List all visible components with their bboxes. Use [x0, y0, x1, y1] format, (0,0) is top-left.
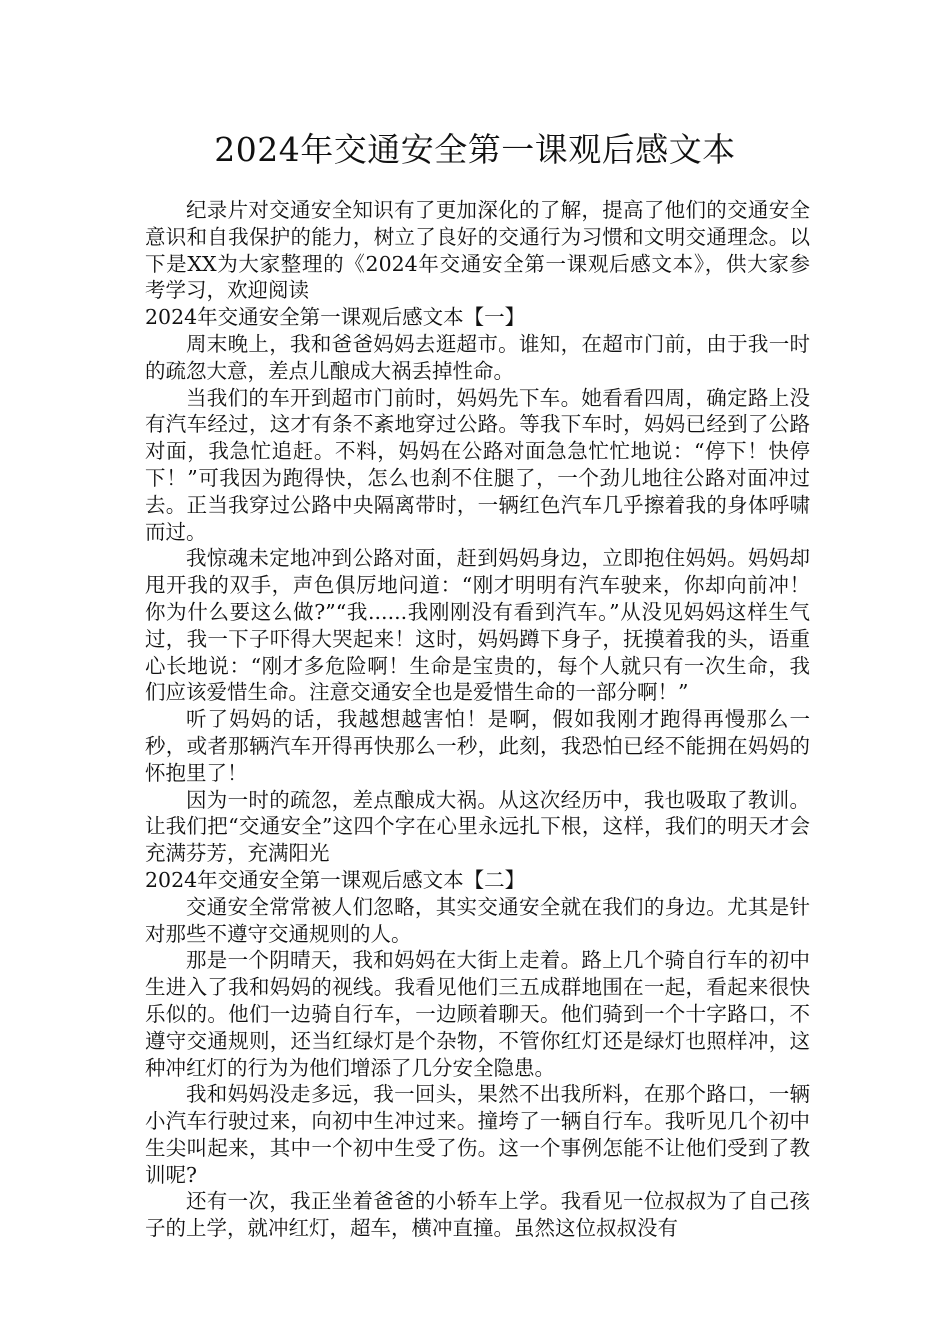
paragraph-intro: 纪录片对交通安全知识有了更加深化的了解，提高了他们的交通安全意识和自我保护的能力，树立了良好的交通行为习惯和文明交通理念。以下是XX为大家整理的《2024年交通安全第一课观后感文本》，供大家参考学习，欢迎阅读	[145, 198, 810, 303]
paragraph: 周末晚上，我和爸爸妈妈去逛超市。谁知，在超市门前，由于我一时的疏忽大意，差点儿酿成大祸丢掉性命。	[145, 331, 810, 383]
paragraph: 那是一个阴晴天，我和妈妈在大街上走着。路上几个骑自行车的初中生进入了我和妈妈的视线。我看见他们三五成群地围在一起，看起来很快乐似的。他们一边骑自行车，一边顾着聊天。他们骑到一个十字路口，不遵守交通规则，还当红绿灯是个杂物，不管你红灯还是绿灯也照样冲，这种冲红灯的行为为他们增添了几分安全隐患。	[145, 948, 810, 1080]
paragraph: 听了妈妈的话，我越想越害怕！是啊，假如我刚才跑得再慢那么一秒，或者那辆汽车开得再快那么一秒，此刻，我恐怕已经不能拥在妈妈的怀抱里了！	[145, 707, 810, 785]
paragraph: 我和妈妈没走多远，我一回头，果然不出我所料，在那个路口，一辆小汽车行驶过来，向初中生冲过来。撞垮了一辆自行车。我听见几个初中生尖叫起来，其中一个初中生受了伤。这一个事例怎能不让他们受到了教训呢?	[145, 1082, 810, 1187]
section-heading-1: 2024年交通安全第一课观后感文本【一】	[145, 305, 526, 330]
paragraph: 当我们的车开到超市门前时，妈妈先下车。她看看四周，确定路上没有汽车经过，这才有条不紊地穿过公路。等我下车时，妈妈已经到了公路对面，我急忙追赶。不料，妈妈在公路对面急急忙忙地说：“停下！快停下！”可我因为跑得快，怎么也刹不住腿了，一个劲儿地往公路对面冲过去。正当我穿过公路中央隔离带时，一辆红色汽车几乎擦着我的身体呼啸而过。	[145, 385, 810, 544]
paragraph: 还有一次，我正坐着爸爸的小轿车上学。我看见一位叔叔为了自己孩子的上学，就冲红灯，超车，横冲直撞。虽然这位叔叔没有	[145, 1189, 810, 1241]
section-heading-2: 2024年交通安全第一课观后感文本【二】	[145, 867, 526, 892]
paragraph: 交通安全常常被人们忽略，其实交通安全就在我们的身边。尤其是针对那些不遵守交通规则的人。	[145, 894, 810, 946]
paragraph: 我惊魂未定地冲到公路对面，赶到妈妈身边，立即抱住妈妈。妈妈却甩开我的双手，声色俱厉地问道：“刚才明明有汽车驶来，你却向前冲！你为什么要这么做?”“我......我刚刚没有看到汽车。”从没见妈妈这样生气过，我一下子吓得大哭起来！这时，妈妈蹲下身子，抚摸着我的头，语重心长地说：“刚才多危险啊！生命是宝贵的，每个人就只有一次生命，我们应该爱惜生命。注意交通安全也是爱惜生命的一部分啊！”	[145, 546, 810, 705]
document-title: 2024年交通安全第一课观后感文本	[214, 130, 736, 169]
document-body	[145, 197, 810, 1242]
paragraph: 因为一时的疏忽，差点酿成大祸。从这次经历中，我也吸取了教训。让我们把“交通安全”这四个字在心里永远扎下根，这样，我们的明天才会充满芬芳，充满阳光	[145, 787, 810, 866]
